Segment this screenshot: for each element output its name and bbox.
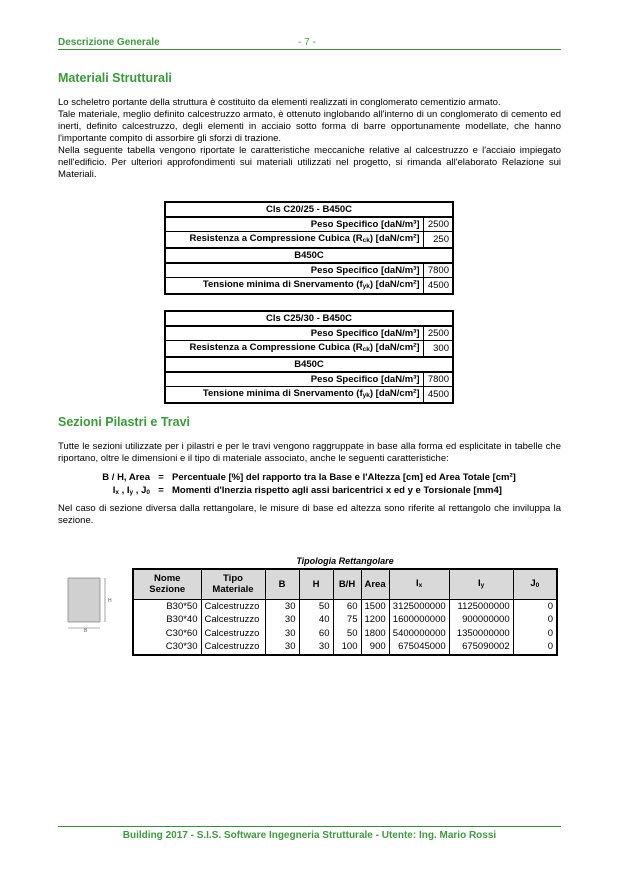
cell-tipo: Calcestruzzo [201, 599, 265, 613]
def1-key: B / H, Area [102, 472, 150, 483]
res-value: 250 [423, 232, 453, 249]
col-area: Area [361, 569, 389, 599]
cell-iy: 1125000000 [449, 599, 513, 613]
cls-title: Cls C25/30 - B450C [165, 311, 453, 326]
peso-label: Peso Specifico [daN/m³] [165, 326, 423, 341]
cell-bh: 60 [333, 599, 361, 613]
cell-j0: 0 [513, 613, 557, 627]
def1-value: Percentuale [%] del rapporto tra la Base e l'Altezza [cm] ed Area Totale [cm²] [172, 472, 516, 483]
cell-bh: 75 [333, 613, 361, 627]
cell-ix: 5400000000 [389, 627, 449, 641]
cls-title: Cls C20/25 - B450C [165, 202, 453, 217]
materiali-paragraph [58, 97, 561, 181]
table-row [133, 640, 557, 655]
cell-j0: 0 [513, 627, 557, 641]
rectangular-section-figure [66, 576, 110, 632]
materiali-p3: Nella seguente tabella vengono riportate le caratteristiche meccaniche relative al calcestruzzo e l'acciaio impiegato nell'edificio. Per ulteriori approfondimenti sui materiali utilizzati nel progetto, si rimanda all'elaborato Relazione sui Materiali. [58, 145, 561, 180]
cell-tipo: Calcestruzzo [201, 613, 265, 627]
cell-nome: C30*60 [133, 627, 201, 641]
col-nome: Nome Sezione [133, 569, 201, 599]
cell-nome: C30*30 [133, 640, 201, 655]
col-tipo: Tipo Materiale [201, 569, 265, 599]
cell-tipo: Calcestruzzo [201, 640, 265, 655]
cell-j0: 0 [513, 599, 557, 613]
cell-j0: 0 [513, 640, 557, 655]
ten-label: Tensione minima di Snervamento $(f_{yk})$ [daN/cm²] [165, 278, 423, 295]
steel-peso-value: 7800 [423, 263, 453, 278]
table-row [133, 613, 557, 627]
cell-tipo: Calcestruzzo [201, 627, 265, 641]
cell-h: 30 [299, 640, 333, 655]
peso-value: 2500 [423, 326, 453, 341]
cell-area: 1500 [361, 599, 389, 613]
table-row [133, 599, 557, 613]
def2-key: $I_x$ , $I_y$ , $J_0$ [112, 485, 150, 496]
cell-ix: 3125000000 [389, 599, 449, 613]
cell-h: 40 [299, 613, 333, 627]
cell-b: 30 [265, 627, 299, 641]
cell-iy: 1350000000 [449, 627, 513, 641]
page-footer: Building 2017 - S.I.S. Software Ingegneria Strutturale - Utente: Ing. Mario Rossi [58, 826, 561, 841]
steel-title: B450C [165, 248, 453, 263]
cell-area: 900 [361, 640, 389, 655]
cell-b: 30 [265, 640, 299, 655]
header-section-title: Descrizione Generale [58, 37, 160, 48]
sections-table [132, 568, 558, 656]
col-bh: B/H [333, 569, 361, 599]
cell-area: 1200 [361, 613, 389, 627]
res-value: 300 [423, 341, 453, 358]
h-label: H [108, 598, 112, 604]
col-b: B [265, 569, 299, 599]
materiali-p1: Lo scheletro portante della struttura è costituito da elementi realizzati in conglomerato cementizio armato. [58, 97, 501, 108]
table-row [133, 627, 557, 641]
sezioni-heading: Sezioni Pilastri e Travi [58, 415, 191, 429]
def2-eq: = [158, 485, 164, 496]
sezioni-intro: Tutte le sezioni utilizzate per i pilastri e per le travi vengono raggruppate in base alla forma ed esplicitate in tabelle che riportano, oltre le dimensioni e il tipo di materiale associato, anche le seguenti caratteristiche: [58, 441, 561, 464]
cell-iy: 675090002 [449, 640, 513, 655]
col-j0: $J_0$ [513, 569, 557, 599]
col-h: H [299, 569, 333, 599]
section-rect [68, 578, 100, 622]
steel-peso-label: Peso Specifico [daN/m³] [165, 263, 423, 278]
ten-label: Tensione minima di Snervamento $(f_{yk})$ [daN/cm²] [165, 387, 423, 404]
page-number: - 7 - [298, 37, 316, 48]
table-header-row [133, 569, 557, 599]
cell-h: 50 [299, 599, 333, 613]
peso-label: Peso Specifico [daN/m³] [165, 217, 423, 232]
cell-ix: 1600000000 [389, 613, 449, 627]
cell-nome: B30*50 [133, 599, 201, 613]
steel-peso-label: Peso Specifico [daN/m³] [165, 372, 423, 387]
ten-value: 4500 [423, 387, 453, 404]
material-table-1 [164, 201, 454, 295]
ten-value: 4500 [423, 278, 453, 295]
table-caption: Tipologia Rettangolare [296, 556, 394, 566]
peso-value: 2500 [423, 217, 453, 232]
cell-bh: 50 [333, 627, 361, 641]
cell-iy: 900000000 [449, 613, 513, 627]
def2-value: Momenti d'Inerzia rispetto agli assi baricentrici x ed y e Torsionale [mm4] [172, 485, 502, 496]
col-ix: $I_x$ [389, 569, 449, 599]
cell-area: 1800 [361, 627, 389, 641]
def1-eq: = [158, 472, 164, 483]
cell-bh: 100 [333, 640, 361, 655]
res-label: Resistenza a Compressione Cubica $(R_{ck})$ [daN/cm²] [165, 232, 423, 249]
cell-ix: 675045000 [389, 640, 449, 655]
cell-nome: B30*40 [133, 613, 201, 627]
page-header [58, 37, 561, 50]
materiali-p2: Tale materiale, meglio definito calcestruzzo armato, è ottenuto inglobando all'interno di un conglomerato di cemento ed inerti, definito calcestruzzo, degli elementi in acciaio sotto forma di barre opportunamente modellate, che hanno l'importante compito di assorbire gli sforzi di trazione. [58, 109, 561, 144]
steel-title: B450C [165, 357, 453, 372]
col-iy: $I_y$ [449, 569, 513, 599]
cell-b: 30 [265, 613, 299, 627]
materiali-heading: Materiali Strutturali [58, 71, 172, 85]
material-table-2 [164, 310, 454, 404]
sezioni-note: Nel caso di sezione diversa dalla rettangolare, le misure di base ed altezza sono riferite al rettangolo che inviluppa la sezione. [58, 503, 561, 526]
steel-peso-value: 7800 [423, 372, 453, 387]
res-label: Resistenza a Compressione Cubica $(R_{ck})$ [daN/cm²] [165, 341, 423, 358]
cell-b: 30 [265, 599, 299, 613]
b-label: B [84, 628, 88, 634]
cell-h: 60 [299, 627, 333, 641]
definitions [58, 471, 561, 499]
